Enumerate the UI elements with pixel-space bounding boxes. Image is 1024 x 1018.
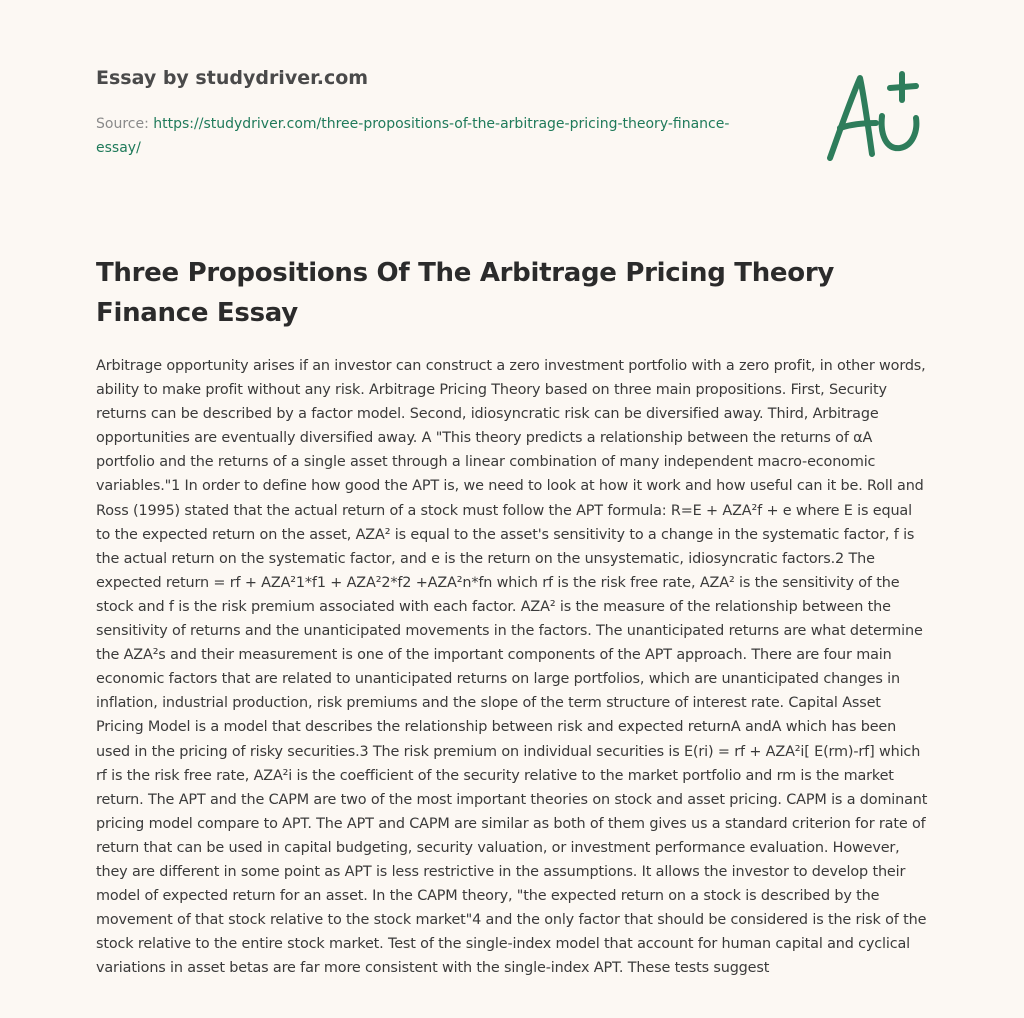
source-line: [96, 112, 736, 160]
source-label: Source:: [96, 116, 154, 132]
page-header: [96, 64, 736, 160]
a-plus-grade-icon: [820, 66, 930, 166]
article-title: Three Propositions Of The Arbitrage Pricing Theory Finance Essay: [96, 258, 834, 328]
site-brand: Essay by studydriver.com: [96, 67, 369, 89]
source-link[interactable]: https://studydriver.com/three-propositions-of-the-arbitrage-pricing-theory-finance-essay/: [96, 116, 730, 156]
article-body: Arbitrage opportunity arises if an investor can construct a zero investment portfolio with a zero profit, in other words, ability to make profit without any risk. Arbitrage Pricing Theory based on three main propositions. First, Security returns can be described by a factor model. Second, idiosyncratic risk can be diversified away. Third, Arbitrage opportunities are eventually diversified away. A "This theory predicts a relationship between the returns of αA portfolio and the returns of a single asset through a linear combination of many independent macro-economic variables."1 In order to define how good the APT is, we need to look at how it work and how useful can it be. Roll and Ross (1995) stated that the actual return of a stock must follow the APT formula: R=E + AZA²f + e where E is equal to the expected return on the asset, AZA² is equal to the asset's sensitivity to a change in the systematic factor, f is the actual return on the systematic factor, and e is the return on the unsystematic, idiosyncratic factors.2 The expected return = rf + AZA²1*f1 + AZA²2*f2 +AZA²n*fn which rf is the risk free rate, AZA² is the sensitivity of the stock and f is the risk premium associated with each factor. AZA² is the measure of the relationship between the sensitivity of returns and the unanticipated movements in the factors. The unanticipated returns are what determine the AZA²s and their measurement is one of the important components of the APT approach. There are four main economic factors that are related to unanticipated returns on large portfolios, which are unanticipated changes in inflation, industrial production, risk premiums and the slope of the term structure of interest rate. Capital Asset Pricing Model is a model that describes the relationship between risk and expected returnA andA which has been used in the pricing of risky securities.3 The risk premium on individual securities is E(ri) = rf + AZA²i[ E(rm)-rf] which rf is the risk free rate, AZA²i is the coefficient of the security relative to the market portfolio and rm is the market return. The APT and the CAPM are two of the most important theories on stock and asset pricing. CAPM is a dominant pricing model compare to APT. The APT and CAPM are similar as both of them gives us a standard criterion for rate of return that can be used in capital budgeting, security valuation, or investment performance evaluation. However, they are different in some point as APT is less restrictive in the assumptions. It allows the investor to develop their model of expected return for an asset. In the CAPM theory, "the expected return on a stock is described by the movement of that stock relative to the stock market"4 and the only factor that should be considered is the risk of the stock relative to the entire stock market. Test of the single-index model that account for human capital and cyclical variations in asset betas are far more consistent with the single-index APT. These tests suggest: [96, 358, 928, 977]
